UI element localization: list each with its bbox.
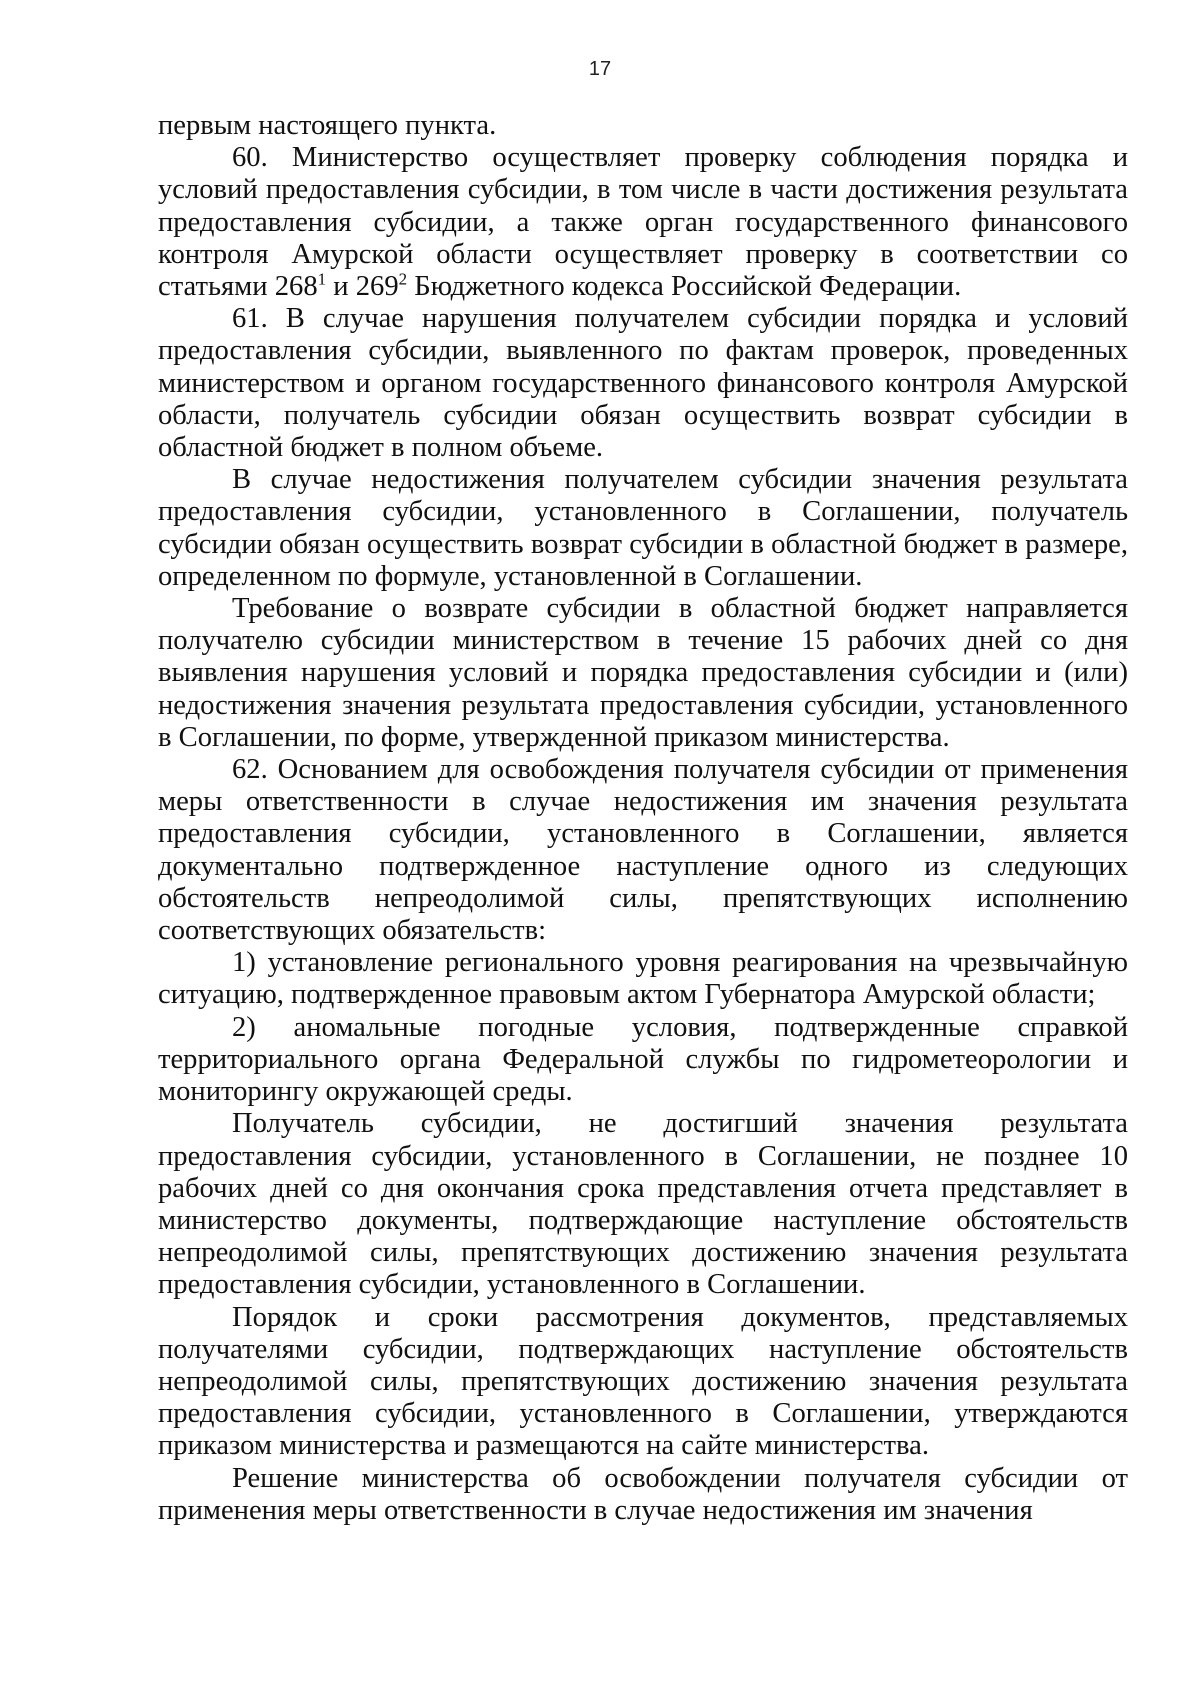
paragraph-61: 61. В случае нарушения получателем субсидии порядка и условий предоставления субсидии, выявленного по фактам проверок, проведенных министерством и органом государственного финансового контроля Амурской области, получатель субсидии обязан осуществить возврат субсидии в областной бюджет в полном объеме. xyxy=(158,303,1128,464)
superscript-article-268: 1 xyxy=(317,269,327,289)
paragraph-60 xyxy=(158,142,1128,303)
paragraph-62-procedure: Порядок и сроки рассмотрения документов, представляемых получателями субсидии, подтверждающих наступление обстоятельств непреодолимой силы, препятствующих достижению значения результата предоставления субсидии, установленного в Соглашении, утверждаются приказом министерства и размещаются на сайте министерства. xyxy=(158,1301,1128,1462)
paragraph-62: 62. Основанием для освобождения получателя субсидии от применения меры ответственности в случае недостижения им значения результата предоставления субсидии, установленного в Соглашении, является документально подтвержденное наступление одного из следующих обстоятельств непреодолимой силы, препятствующих исполнению соответствующих обязательств: xyxy=(158,754,1128,947)
document-body xyxy=(158,110,1128,1527)
list-item-1: 1) установление регионального уровня реагирования на чрезвычайную ситуацию, подтвержденное правовым актом Губернатора Амурской области; xyxy=(158,947,1128,1011)
paragraph-continuation: первым настоящего пункта. xyxy=(158,110,497,141)
paragraph-60-text-before: 60. Министерство осуществляет проверку соблюдения порядка и условий предоставления субсидии, в том числе в части достижения результата предоставления субсидии, а также орган государственного финансового контроля Амурской области осуществляет проверку в соответствии со статьями 268 xyxy=(158,142,1128,303)
paragraph-61-non-achievement: В случае недостижения получателем субсидии значения результата предоставления субсидии, установленного в Соглашении, получатель субсидии обязан осуществить возврат субсидии в областной бюджет в размере, определенном по формуле, установленной в Соглашении. xyxy=(158,464,1128,592)
paragraph-60-text-mid: и 269 xyxy=(326,271,399,303)
paragraph-62-documents: Получатель субсидии, не достигший значения результата предоставления субсидии, установленного в Соглашении, не позднее 10 рабочих дней со дня окончания срока представления отчета представляет в министерство документы, подтверждающие наступление обстоятельств непреодолимой силы, препятствующих достижению значения результата предоставления субсидии, установленного в Соглашении. xyxy=(158,1108,1128,1301)
paragraph-60-text-after: Бюджетного кодекса Российской Федерации. xyxy=(407,271,962,303)
list-item-2: 2) аномальные погодные условия, подтвержденные справкой территориального органа Федеральной службы по гидрометеорологии и мониторингу окружающей среды. xyxy=(158,1011,1128,1108)
paragraph-61-return-requirement: Требование о возврате субсидии в областной бюджет направляется получателю субсидии министерством в течение 15 рабочих дней со дня выявления нарушения условий и порядка предоставления субсидии и (или) недостижения значения результата предоставления субсидии, установленного в Соглашении, по форме, утвержденной приказом министерства. xyxy=(158,593,1128,753)
superscript-article-269: 2 xyxy=(398,269,408,289)
page-number: 17 xyxy=(588,58,612,80)
paragraph-62-decision: Решение министерства об освобождении получателя субсидии от применения меры ответственности в случае недостижения им значения xyxy=(158,1462,1128,1526)
